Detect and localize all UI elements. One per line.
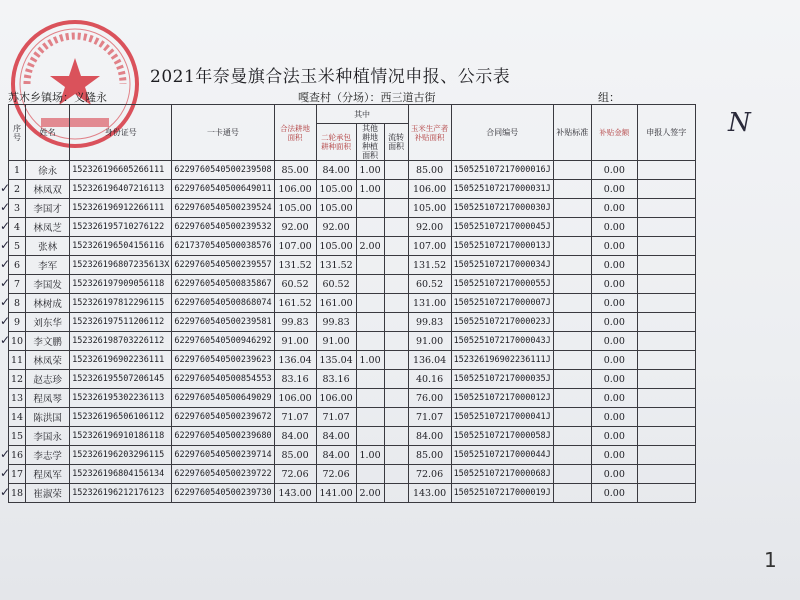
cell-transfer [384, 237, 408, 256]
cell-id: 152326196902236111 [70, 351, 172, 370]
cell-contract: 150525107217000041J [451, 408, 553, 427]
cell-amount: 0.00 [591, 465, 637, 484]
cell-legal: 143.00 [274, 484, 316, 503]
cell-card: 6229760540500239714 [172, 446, 274, 465]
header-other-area: 其他耕地种植面积 [356, 124, 384, 161]
cell-other [356, 313, 384, 332]
town-field [8, 89, 107, 105]
table-row [9, 465, 696, 484]
group-label: 组： [598, 91, 620, 104]
cell-amount: 0.00 [591, 237, 637, 256]
cell-corn: 106.00 [408, 180, 451, 199]
cell-std [553, 313, 591, 332]
cell-name: 崔淑荣 [26, 484, 70, 503]
town-label: 苏木乡镇场： [8, 91, 74, 104]
table-row [9, 408, 696, 427]
cell-other [356, 332, 384, 351]
cell-card: 6229760540500239672 [172, 408, 274, 427]
header-transfer-area: 流转面积 [384, 124, 408, 161]
cell-corn: 72.06 [408, 465, 451, 484]
cell-farm: 135.04 [316, 351, 356, 370]
cell-no: 1 [9, 161, 26, 180]
header-contract: 合同编号 [451, 105, 553, 161]
cell-other: 1.00 [356, 180, 384, 199]
cell-card: 6229760540500239508 [172, 161, 274, 180]
cell-amount: 0.00 [591, 389, 637, 408]
cell-farm: 72.06 [316, 465, 356, 484]
cell-other [356, 256, 384, 275]
cell-name: 李国发 [26, 275, 70, 294]
cell-legal: 83.16 [274, 370, 316, 389]
cell-name: 李国才 [26, 199, 70, 218]
cell-farm: 84.00 [316, 446, 356, 465]
handwritten-check-mark: ✓ [0, 333, 11, 347]
village-value: 西三道古街 [380, 91, 436, 104]
cell-card: 6229760540500239623 [172, 351, 274, 370]
cell-std [553, 465, 591, 484]
cell-no: 4 ✓ [9, 218, 26, 237]
cell-other [356, 199, 384, 218]
cell-transfer [384, 351, 408, 370]
table-row [9, 275, 696, 294]
cell-no: 13 [9, 389, 26, 408]
cell-std [553, 294, 591, 313]
cell-id: 152326196504156116 [70, 237, 172, 256]
cell-transfer [384, 180, 408, 199]
handwritten-check-mark: ✓ [0, 314, 11, 328]
cell-id: 152326196910186118 [70, 427, 172, 446]
cell-transfer [384, 199, 408, 218]
cell-corn: 131.00 [408, 294, 451, 313]
cell-id: 152326196407216113 [70, 180, 172, 199]
cell-transfer [384, 408, 408, 427]
cell-card: 6229760540500946292 [172, 332, 274, 351]
table-row [9, 427, 696, 446]
cell-farm: 91.00 [316, 332, 356, 351]
cell-no: 9 ✓ [9, 313, 26, 332]
handwritten-n-mark: N [728, 108, 751, 138]
cell-other: 1.00 [356, 351, 384, 370]
cell-sign [637, 446, 695, 465]
cell-contract: 150525107217000007J [451, 294, 553, 313]
table-row [9, 313, 696, 332]
cell-amount: 0.00 [591, 313, 637, 332]
cell-contract: 150525107217000031J [451, 180, 553, 199]
cell-no: 6 ✓ [9, 256, 26, 275]
header-card: 一卡通号 [172, 105, 274, 161]
cell-farm: 105.00 [316, 237, 356, 256]
cell-std [553, 161, 591, 180]
cell-legal: 91.00 [274, 332, 316, 351]
table-row [9, 332, 696, 351]
cell-id: 152326196203296115 [70, 446, 172, 465]
cell-legal: 60.52 [274, 275, 316, 294]
cell-id: 152326196605266111 [70, 161, 172, 180]
village-field [298, 89, 436, 105]
cell-other [356, 218, 384, 237]
cell-card: 6229760540500239730 [172, 484, 274, 503]
cell-transfer [384, 465, 408, 484]
cell-std [553, 351, 591, 370]
cell-id: 152326197812296115 [70, 294, 172, 313]
cell-sign [637, 294, 695, 313]
cell-corn: 91.00 [408, 332, 451, 351]
table-row [9, 389, 696, 408]
cell-legal: 92.00 [274, 218, 316, 237]
table-row [9, 294, 696, 313]
cell-farm: 71.07 [316, 408, 356, 427]
cell-contract: 150525107217000034J [451, 256, 553, 275]
cell-card: 6229760540500649011 [172, 180, 274, 199]
cell-legal: 85.00 [274, 161, 316, 180]
cell-std [553, 484, 591, 503]
cell-transfer [384, 446, 408, 465]
handwritten-check-mark: ✓ [0, 219, 11, 233]
cell-amount: 0.00 [591, 161, 637, 180]
cell-farm: 161.00 [316, 294, 356, 313]
cell-other: 2.00 [356, 237, 384, 256]
cell-name: 张林 [26, 237, 70, 256]
cell-name: 陈洪国 [26, 408, 70, 427]
cell-name: 林树成 [26, 294, 70, 313]
cell-name: 李军 [26, 256, 70, 275]
cell-no: 3 ✓ [9, 199, 26, 218]
cell-legal: 106.00 [274, 389, 316, 408]
cell-farm: 84.00 [316, 161, 356, 180]
cell-sign [637, 389, 695, 408]
cell-card: 6229760540500649029 [172, 389, 274, 408]
cell-no: 18 ✓ [9, 484, 26, 503]
cell-sign [637, 408, 695, 427]
cell-corn: 71.07 [408, 408, 451, 427]
cell-sign [637, 351, 695, 370]
cell-transfer [384, 294, 408, 313]
cell-transfer [384, 370, 408, 389]
cell-transfer [384, 218, 408, 237]
handwritten-check-mark: ✓ [0, 447, 11, 461]
cell-legal: 161.52 [274, 294, 316, 313]
cell-amount: 0.00 [591, 484, 637, 503]
cell-corn: 84.00 [408, 427, 451, 446]
cell-other [356, 370, 384, 389]
cell-contract: 150525107217000019J [451, 484, 553, 503]
cell-corn: 92.00 [408, 218, 451, 237]
cell-amount: 0.00 [591, 199, 637, 218]
cell-no: 8 ✓ [9, 294, 26, 313]
cell-sign [637, 218, 695, 237]
cell-name: 程凤军 [26, 465, 70, 484]
cell-contract: 150525107217000045J [451, 218, 553, 237]
cell-transfer [384, 332, 408, 351]
cell-no: 2 ✓ [9, 180, 26, 199]
cell-name: 赵志珍 [26, 370, 70, 389]
cell-legal: 105.00 [274, 199, 316, 218]
cell-corn: 136.04 [408, 351, 451, 370]
handwritten-check-mark: ✓ [0, 295, 11, 309]
handwritten-check-mark: ✓ [0, 466, 11, 480]
cell-amount: 0.00 [591, 427, 637, 446]
cell-legal: 106.00 [274, 180, 316, 199]
cell-no: 7 ✓ [9, 275, 26, 294]
cell-transfer [384, 389, 408, 408]
cell-no: 10 ✓ [9, 332, 26, 351]
cell-other: 1.00 [356, 446, 384, 465]
cell-no: 14 [9, 408, 26, 427]
table-row [9, 199, 696, 218]
cell-sign [637, 484, 695, 503]
cell-sign [637, 275, 695, 294]
cell-std [553, 446, 591, 465]
table-row [9, 484, 696, 503]
header-farm-area: 二轮承包耕种面积 [316, 124, 356, 161]
cell-amount: 0.00 [591, 180, 637, 199]
cell-corn: 99.83 [408, 313, 451, 332]
cell-legal: 99.83 [274, 313, 316, 332]
header-sub-group: 其中 [316, 105, 408, 124]
cell-legal: 136.04 [274, 351, 316, 370]
cell-id: 152326196506106112 [70, 408, 172, 427]
header-id: 身份证号 [70, 105, 172, 161]
cell-name: 徐永 [26, 161, 70, 180]
handwritten-check-mark: ✓ [0, 485, 11, 499]
cell-legal: 72.06 [274, 465, 316, 484]
cell-sign [637, 180, 695, 199]
cell-std [553, 180, 591, 199]
cell-id: 152326197511206112 [70, 313, 172, 332]
cell-sign [637, 465, 695, 484]
header-legal-area: 合法耕地面积 [274, 105, 316, 161]
table-row [9, 180, 696, 199]
handwritten-check-mark: ✓ [0, 200, 11, 214]
cell-amount: 0.00 [591, 446, 637, 465]
cell-no: 15 [9, 427, 26, 446]
cell-id: 152326195302236113 [70, 389, 172, 408]
cell-farm: 105.00 [316, 180, 356, 199]
cell-name: 李志学 [26, 446, 70, 465]
cell-std [553, 427, 591, 446]
cell-std [553, 218, 591, 237]
cell-no: 17 ✓ [9, 465, 26, 484]
cell-contract: 150525107217000016J [451, 161, 553, 180]
cell-contract: 150525107217000068J [451, 465, 553, 484]
cell-farm: 131.52 [316, 256, 356, 275]
cell-amount: 0.00 [591, 351, 637, 370]
cell-farm: 83.16 [316, 370, 356, 389]
handwritten-check-mark: ✓ [0, 181, 11, 195]
cell-card: 6229760540500239581 [172, 313, 274, 332]
header-amount: 补贴金额 [591, 105, 637, 161]
cell-amount: 0.00 [591, 408, 637, 427]
cell-sign [637, 161, 695, 180]
cell-sign [637, 427, 695, 446]
cell-card: 6229760540500239557 [172, 256, 274, 275]
cell-other [356, 408, 384, 427]
handwritten-check-mark: ✓ [0, 238, 11, 252]
cell-transfer [384, 256, 408, 275]
table-row [9, 161, 696, 180]
table-row [9, 237, 696, 256]
cell-transfer [384, 275, 408, 294]
table-row [9, 351, 696, 370]
cell-legal: 107.00 [274, 237, 316, 256]
cell-other [356, 389, 384, 408]
cell-id: 152326196212176123 [70, 484, 172, 503]
cell-no: 5 ✓ [9, 237, 26, 256]
cell-contract: 150525107217000058J [451, 427, 553, 446]
header-corn-area: 玉米生产者补贴面积 [408, 105, 451, 161]
cell-legal: 131.52 [274, 256, 316, 275]
cell-card: 6229760540500239532 [172, 218, 274, 237]
subsidy-table [0, 104, 696, 503]
cell-std [553, 370, 591, 389]
header-no: 序号 [9, 105, 26, 161]
cell-corn: 105.00 [408, 199, 451, 218]
cell-name: 程凤琴 [26, 389, 70, 408]
handwritten-check-mark: ✓ [0, 257, 11, 271]
cell-other [356, 465, 384, 484]
cell-transfer [384, 313, 408, 332]
cell-other: 2.00 [356, 484, 384, 503]
cell-corn: 60.52 [408, 275, 451, 294]
cell-other: 1.00 [356, 161, 384, 180]
cell-corn: 131.52 [408, 256, 451, 275]
cell-transfer [384, 427, 408, 446]
cell-contract: 150525107217000013J [451, 237, 553, 256]
cell-corn: 40.16 [408, 370, 451, 389]
cell-sign [637, 237, 695, 256]
cell-legal: 85.00 [274, 446, 316, 465]
cell-id: 152326198703226112 [70, 332, 172, 351]
cell-std [553, 199, 591, 218]
cell-corn: 107.00 [408, 237, 451, 256]
cell-no: 16 ✓ [9, 446, 26, 465]
cell-amount: 0.00 [591, 370, 637, 389]
cell-farm: 141.00 [316, 484, 356, 503]
cell-sign [637, 199, 695, 218]
cell-sign [637, 332, 695, 351]
cell-card: 6229760540500239722 [172, 465, 274, 484]
cell-card: 6229760540500239680 [172, 427, 274, 446]
cell-amount: 0.00 [591, 218, 637, 237]
cell-name: 刘东华 [26, 313, 70, 332]
cell-transfer [384, 161, 408, 180]
cell-sign [637, 370, 695, 389]
cell-amount: 0.00 [591, 275, 637, 294]
document-title: 2021年奈曼旗合法玉米种植情况申报、公示表 [150, 67, 511, 87]
cell-amount: 0.00 [591, 332, 637, 351]
cell-contract: 150525107217000044J [451, 446, 553, 465]
cell-legal: 71.07 [274, 408, 316, 427]
cell-corn: 143.00 [408, 484, 451, 503]
cell-corn: 76.00 [408, 389, 451, 408]
handwritten-one-mark: 1 [764, 548, 777, 572]
cell-std [553, 256, 591, 275]
cell-std [553, 237, 591, 256]
cell-id: 152326196807235613X [70, 256, 172, 275]
cell-farm: 99.83 [316, 313, 356, 332]
table-row [9, 218, 696, 237]
cell-id: 152326196804156134 [70, 465, 172, 484]
cell-contract: 150525107217000030J [451, 199, 553, 218]
handwritten-check-mark: ✓ [0, 276, 11, 290]
cell-contract: 150525107217000055J [451, 275, 553, 294]
table-row [9, 370, 696, 389]
cell-no: 11 [9, 351, 26, 370]
cell-contract: 150525107217000023J [451, 313, 553, 332]
cell-contract: 152326196902236111J [451, 351, 553, 370]
cell-card: 6229760540500835867 [172, 275, 274, 294]
cell-name: 李国永 [26, 427, 70, 446]
cell-name: 林凤芝 [26, 218, 70, 237]
cell-id: 152326197909056118 [70, 275, 172, 294]
cell-corn: 85.00 [408, 446, 451, 465]
cell-std [553, 389, 591, 408]
cell-id: 152326195507206145 [70, 370, 172, 389]
town-value: 义隆永 [74, 91, 107, 104]
cell-farm: 105.00 [316, 199, 356, 218]
cell-transfer [384, 484, 408, 503]
cell-card: 6229760540500868074 [172, 294, 274, 313]
cell-card: 6217370540500038576 [172, 237, 274, 256]
cell-sign [637, 313, 695, 332]
cell-name: 李文鹏 [26, 332, 70, 351]
cell-no: 12 [9, 370, 26, 389]
cell-contract: 150525107217000012J [451, 389, 553, 408]
cell-name: 林凤双 [26, 180, 70, 199]
cell-farm: 92.00 [316, 218, 356, 237]
cell-card: 6229760540500239524 [172, 199, 274, 218]
header-sign: 申报人签字 [637, 105, 695, 161]
cell-legal: 84.00 [274, 427, 316, 446]
cell-amount: 0.00 [591, 294, 637, 313]
cell-sign [637, 256, 695, 275]
cell-name: 林凤荣 [26, 351, 70, 370]
cell-card: 6229760540500854553 [172, 370, 274, 389]
cell-other [356, 294, 384, 313]
cell-amount: 0.00 [591, 256, 637, 275]
cell-contract: 150525107217000035J [451, 370, 553, 389]
cell-farm: 60.52 [316, 275, 356, 294]
table-row [9, 446, 696, 465]
header-name: 姓名 [26, 105, 70, 161]
cell-std [553, 332, 591, 351]
cell-corn: 85.00 [408, 161, 451, 180]
cell-farm: 106.00 [316, 389, 356, 408]
cell-id: 152326196912266111 [70, 199, 172, 218]
table-row [9, 256, 696, 275]
cell-other [356, 275, 384, 294]
cell-std [553, 275, 591, 294]
cell-contract: 150525107217000043J [451, 332, 553, 351]
cell-id: 152326195710276122 [70, 218, 172, 237]
village-label: 嘎查村（分场）： [298, 91, 381, 104]
header-std: 补贴标准 [553, 105, 591, 161]
cell-other [356, 427, 384, 446]
cell-std [553, 408, 591, 427]
cell-farm: 84.00 [316, 427, 356, 446]
